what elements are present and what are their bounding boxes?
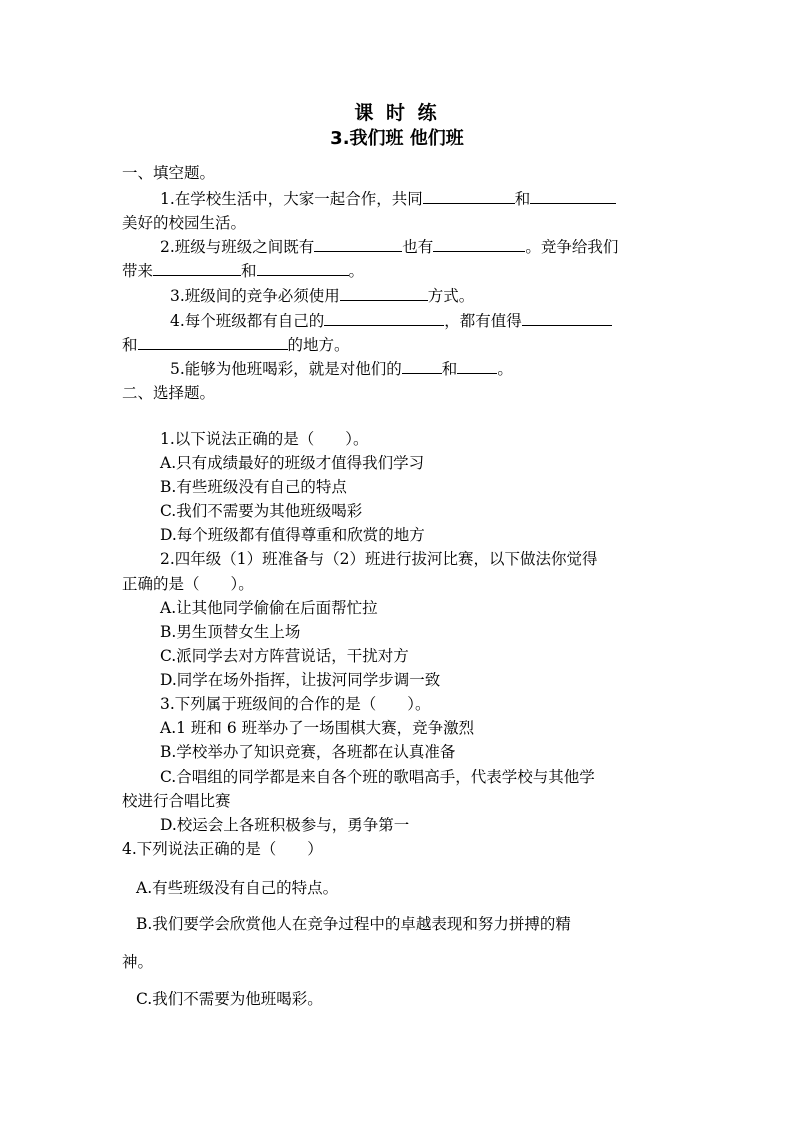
section1-heading: 一、填空题。 <box>122 164 216 182</box>
fill-q5-text-a: 5.能够为他班喝彩，就是对他们的 <box>170 360 402 378</box>
fill-q4-text-d: 的地方。 <box>287 336 350 354</box>
fill-q2-text-b: 也有 <box>402 238 434 256</box>
choice-q4-option-a: A.有些班级没有自己的特点。 <box>136 879 339 897</box>
choice-q4-option-c: C.我们不需要为他班喝彩。 <box>136 990 323 1008</box>
fill-q1-text-a: 1.在学校生活中，大家一起合作，共同 <box>160 190 423 208</box>
blank[interactable] <box>530 188 616 204</box>
fill-q2-line2 <box>122 260 364 282</box>
lesson-subtitle: 3.我们班 他们班 <box>330 128 464 149</box>
fill-q1-text-c: 美好的校园生活。 <box>122 214 247 232</box>
blank[interactable] <box>522 310 612 326</box>
fill-q2-text-e: 和 <box>241 262 257 280</box>
blank[interactable] <box>324 310 444 326</box>
choice-q2-option-b: B.男生顶替女生上场 <box>160 623 301 641</box>
blank[interactable] <box>257 260 349 276</box>
fill-q5-text-c: 。 <box>497 360 513 378</box>
fill-q2-line1 <box>160 236 618 258</box>
page-title: 课 时 练 <box>354 102 440 124</box>
fill-q1-line1 <box>160 188 616 210</box>
fill-q3-line <box>170 285 474 307</box>
choice-q2-option-d: D.同学在场外指挥，让拔河同学步调一致 <box>160 671 441 689</box>
choice-q4-option-b-line1: B.我们要学会欣赏他人在竞争过程中的卓越表现和努力拼搏的精 <box>136 915 571 933</box>
fill-q4-line1 <box>170 310 612 332</box>
choice-q1-option-d: D.每个班级都有值得尊重和欣赏的地方 <box>160 526 425 544</box>
blank[interactable] <box>153 260 241 276</box>
fill-q5-text-b: 和 <box>441 360 458 378</box>
blank[interactable] <box>314 236 402 252</box>
fill-q3-text-b: 方式。 <box>427 287 475 305</box>
choice-q1-option-a: A.只有成绩最好的班级才值得我们学习 <box>160 454 425 472</box>
choice-q3-option-b: B.学校举办了知识竞赛，各班都在认真准备 <box>160 743 456 761</box>
fill-q1-text-b: 和 <box>514 190 531 208</box>
fill-q2-text-c: 。竞争给我们 <box>525 238 619 256</box>
choice-q2-stem-line1: 2.四年级（1）班准备与（2）班进行拔河比赛，以下做法你觉得 <box>160 550 598 568</box>
fill-q2-text-d: 带来 <box>122 262 154 280</box>
blank[interactable] <box>457 358 497 374</box>
section2-heading: 二、选择题。 <box>122 384 216 402</box>
choice-q3-option-d: D.校运会上各班积极参与，勇争第一 <box>160 816 410 834</box>
choice-q1-option-c: C.我们不需要为其他班级喝彩 <box>160 502 363 520</box>
choice-q3-option-c-line2: 校进行合唱比赛 <box>122 792 231 810</box>
choice-q2-stem-line2: 正确的是（ ）。 <box>122 575 254 593</box>
blank[interactable] <box>340 285 428 301</box>
blank[interactable] <box>433 236 525 252</box>
choice-q3-option-c-line1: C.合唱组的同学都是来自各个班的歌唱高手，代表学校与其他学 <box>160 768 595 786</box>
blank[interactable] <box>402 358 442 374</box>
choice-q1-stem: 1.以下说法正确的是（ ）。 <box>160 430 369 448</box>
fill-q4-text-b: ，都有值得 <box>444 312 522 330</box>
choice-q2-option-a: A.让其他同学偷偷在后面帮忙拉 <box>160 599 378 617</box>
choice-q1-option-b: B.有些班级没有自己的特点 <box>160 478 347 496</box>
choice-q3-stem: 3.下列属于班级间的合作的是（ ）。 <box>160 695 431 713</box>
fill-q4-text-a: 4.每个班级都有自己的 <box>170 312 325 330</box>
choice-q4-option-b-line2: 神。 <box>122 953 154 971</box>
fill-q3-text-a: 3.班级间的竞争必须使用 <box>170 287 340 305</box>
choice-q3-option-a: A.1 班和 6 班举办了一场围棋大赛，竞争激烈 <box>160 719 475 737</box>
fill-q4-text-c: 和 <box>122 336 138 354</box>
fill-q5-line <box>170 358 513 380</box>
fill-q4-line2 <box>122 334 350 356</box>
blank[interactable] <box>138 334 288 350</box>
choice-q4-stem: 4.下列说法正确的是（ ） <box>122 840 323 858</box>
blank[interactable] <box>423 188 515 204</box>
choice-q2-option-c: C.派同学去对方阵营说话，干扰对方 <box>160 647 409 665</box>
fill-q2-text-a: 2.班级与班级之间既有 <box>160 238 315 256</box>
fill-q2-text-f: 。 <box>348 262 365 280</box>
